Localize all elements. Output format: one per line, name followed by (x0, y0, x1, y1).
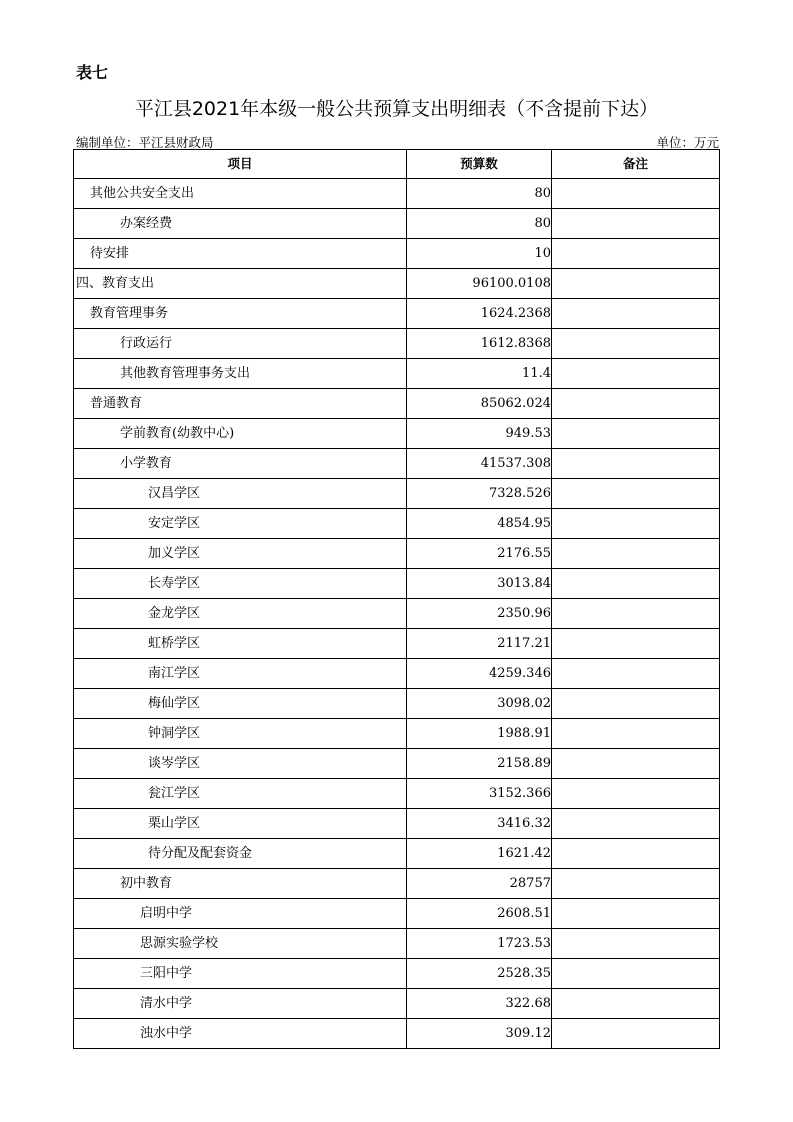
table-row (74, 929, 720, 959)
row-amount: 1624.2368 (407, 299, 552, 329)
row-note (552, 629, 720, 659)
table-row (74, 269, 720, 299)
row-note (552, 329, 720, 359)
row-amount: 2158.89 (407, 749, 552, 779)
table-row (74, 299, 720, 329)
budget-table (73, 149, 720, 1049)
row-item: 南江学区 (74, 659, 407, 689)
row-note (552, 929, 720, 959)
row-item: 钟洞学区 (74, 719, 407, 749)
column-header-item: 项目 (74, 150, 407, 179)
table-row (74, 449, 720, 479)
row-amount: 28757 (407, 869, 552, 899)
row-note (552, 869, 720, 899)
row-note (552, 299, 720, 329)
table-row (74, 899, 720, 929)
row-item: 学前教育(幼教中心) (74, 419, 407, 449)
row-amount: 3098.02 (407, 689, 552, 719)
table-row (74, 749, 720, 779)
row-amount: 949.53 (407, 419, 552, 449)
row-item: 安定学区 (74, 509, 407, 539)
row-item: 其他教育管理事务支出 (74, 359, 407, 389)
row-amount: 41537.308 (407, 449, 552, 479)
table-row (74, 779, 720, 809)
table-row (74, 869, 720, 899)
row-note (552, 1019, 720, 1049)
row-amount: 322.68 (407, 989, 552, 1019)
table-row (74, 629, 720, 659)
row-note (552, 719, 720, 749)
row-note (552, 989, 720, 1019)
row-amount: 80 (407, 179, 552, 209)
table-row (74, 509, 720, 539)
row-note (552, 839, 720, 869)
row-note (552, 599, 720, 629)
row-note (552, 749, 720, 779)
column-header-amount: 预算数 (407, 150, 552, 179)
row-item: 三阳中学 (74, 959, 407, 989)
row-item: 谈岑学区 (74, 749, 407, 779)
row-amount: 3152.366 (407, 779, 552, 809)
row-note (552, 449, 720, 479)
table-row (74, 239, 720, 269)
row-note (552, 659, 720, 689)
row-amount: 4854.95 (407, 509, 552, 539)
row-note (552, 269, 720, 299)
row-note (552, 419, 720, 449)
table-row (74, 359, 720, 389)
table-row (74, 839, 720, 869)
row-amount: 3013.84 (407, 569, 552, 599)
row-item: 加义学区 (74, 539, 407, 569)
row-item: 普通教育 (74, 389, 407, 419)
row-amount: 2528.35 (407, 959, 552, 989)
row-item: 梅仙学区 (74, 689, 407, 719)
row-amount: 11.4 (407, 359, 552, 389)
table-row (74, 599, 720, 629)
row-amount: 10 (407, 239, 552, 269)
row-amount: 2350.96 (407, 599, 552, 629)
row-item: 栗山学区 (74, 809, 407, 839)
table-row (74, 389, 720, 419)
row-note (552, 509, 720, 539)
row-item: 瓮江学区 (74, 779, 407, 809)
row-amount: 3416.32 (407, 809, 552, 839)
row-note (552, 569, 720, 599)
table-header-row (74, 150, 720, 179)
row-item: 行政运行 (74, 329, 407, 359)
row-item: 教育管理事务 (74, 299, 407, 329)
table-row (74, 209, 720, 239)
row-note (552, 809, 720, 839)
row-amount: 1621.42 (407, 839, 552, 869)
table-row (74, 989, 720, 1019)
row-amount: 1723.53 (407, 929, 552, 959)
row-amount: 85062.024 (407, 389, 552, 419)
table-row (74, 329, 720, 359)
row-amount: 309.12 (407, 1019, 552, 1049)
currency-unit: 单位：万元 (656, 135, 719, 150)
table-row (74, 179, 720, 209)
table-row (74, 539, 720, 569)
row-amount: 7328.526 (407, 479, 552, 509)
table-row (74, 959, 720, 989)
row-amount: 2176.55 (407, 539, 552, 569)
row-item: 金龙学区 (74, 599, 407, 629)
row-note (552, 239, 720, 269)
row-amount: 2608.51 (407, 899, 552, 929)
row-item: 办案经费 (74, 209, 407, 239)
row-note (552, 359, 720, 389)
row-note (552, 899, 720, 929)
table-row (74, 569, 720, 599)
row-item: 四、教育支出 (74, 269, 407, 299)
table-row (74, 659, 720, 689)
row-item: 清水中学 (74, 989, 407, 1019)
row-item: 长寿学区 (74, 569, 407, 599)
row-note (552, 779, 720, 809)
page-title: 平江县2021年本级一般公共预算支出明细表（不含提前下达） (134, 98, 659, 120)
row-note (552, 479, 720, 509)
row-item: 待分配及配套资金 (74, 839, 407, 869)
row-amount: 80 (407, 209, 552, 239)
table-row (74, 1019, 720, 1049)
row-item: 初中教育 (74, 869, 407, 899)
table-row (74, 689, 720, 719)
table-number-label: 表七 (76, 63, 109, 82)
row-note (552, 209, 720, 239)
table-row (74, 419, 720, 449)
row-amount: 1988.91 (407, 719, 552, 749)
row-item: 其他公共安全支出 (74, 179, 407, 209)
row-item: 待安排 (74, 239, 407, 269)
row-note (552, 959, 720, 989)
row-item: 思源实验学校 (74, 929, 407, 959)
row-item: 虹桥学区 (74, 629, 407, 659)
row-note (552, 689, 720, 719)
table-row (74, 809, 720, 839)
table-row (74, 719, 720, 749)
row-note (552, 179, 720, 209)
row-amount: 1612.8368 (407, 329, 552, 359)
row-item: 小学教育 (74, 449, 407, 479)
row-amount: 4259.346 (407, 659, 552, 689)
row-item: 启明中学 (74, 899, 407, 929)
row-note (552, 389, 720, 419)
row-note (552, 539, 720, 569)
table-row (74, 479, 720, 509)
row-item: 汉昌学区 (74, 479, 407, 509)
row-amount: 2117.21 (407, 629, 552, 659)
column-header-note: 备注 (552, 150, 720, 179)
row-amount: 96100.0108 (407, 269, 552, 299)
compiling-unit: 编制单位：平江县财政局 (76, 135, 214, 150)
row-item: 浊水中学 (74, 1019, 407, 1049)
table-meta-row (76, 133, 719, 149)
